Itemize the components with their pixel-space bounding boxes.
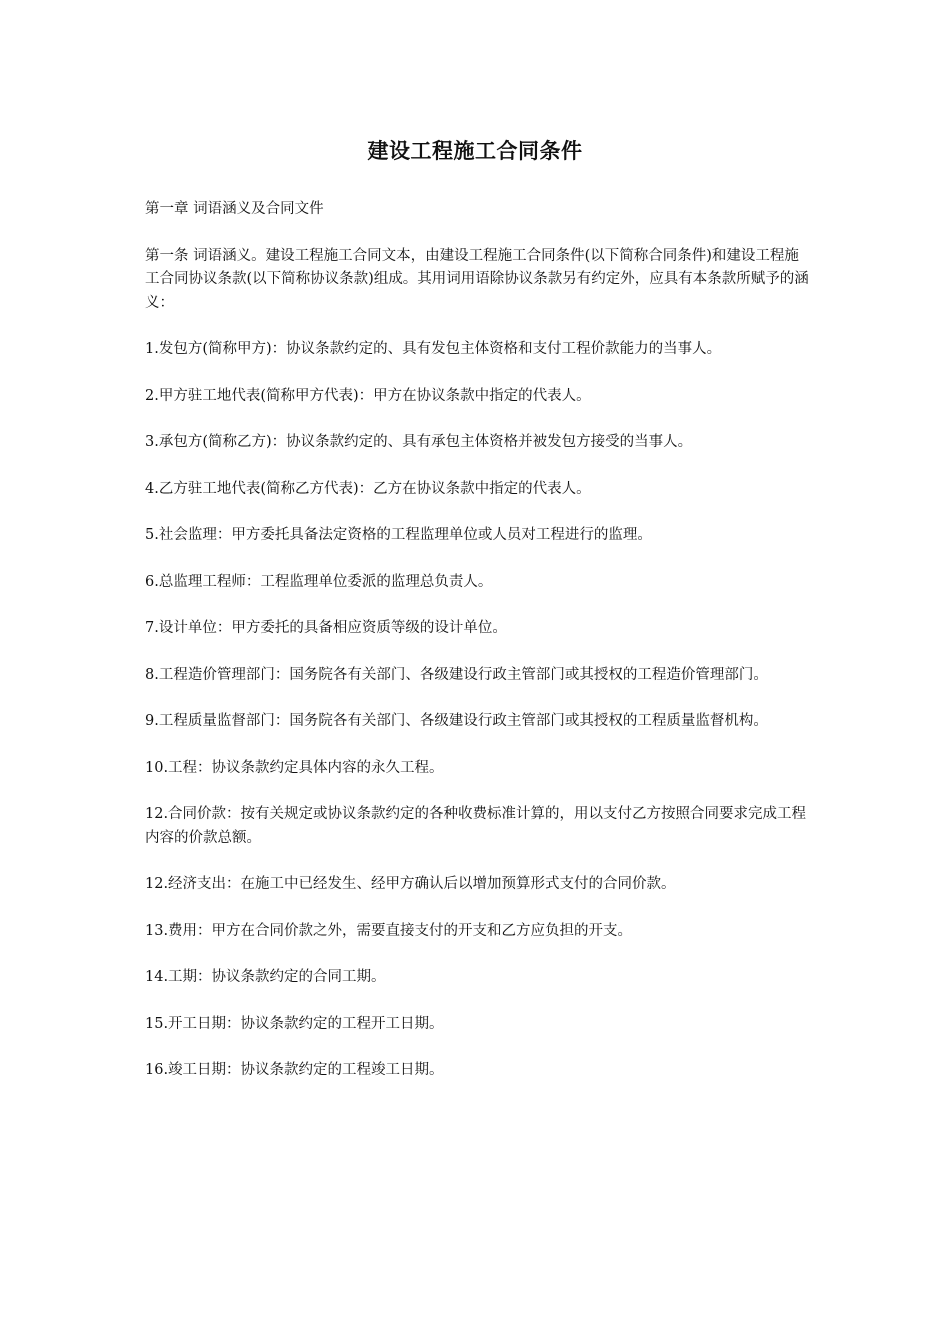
definition-item: 12.经济支出：在施工中已经发生、经甲方确认后以增加预算形式支付的合同价款。 [145,876,676,892]
definition-item: 4.乙方驻工地代表(简称乙方代表)：乙方在协议条款中指定的代表人。 [145,480,591,497]
definition-item: 8.工程造价管理部门：国务院各有关部门、各级建设行政主管部门或其授权的工程造价管理部门。 [145,666,768,683]
definition-item: 10.工程：协议条款约定具体内容的永久工程。 [145,759,444,776]
definition-item: 6.总监理工程师：工程监理单位委派的监理总负责人。 [145,573,493,590]
definition-item: 13.费用：甲方在合同价款之外，需要直接支付的开支和乙方应负担的开支。 [145,922,633,939]
definition-item: 16.竣工日期：协议条款约定的工程竣工日期。 [145,1062,444,1078]
definition-item: 15.开工日期：协议条款约定的工程开工日期。 [145,1015,444,1032]
definition-item: 9.工程质量监督部门：国务院各有关部门、各级建设行政主管部门或其授权的工程质量监督机构。 [145,713,768,729]
document-body [145,198,813,1106]
definition-item: 14.工期：协议条款约定的合同工期。 [145,969,386,985]
definition-item: 7.设计单位：甲方委托的具备相应资质等级的设计单位。 [145,620,507,636]
definition-item: 1.发包方(简称甲方)：协议条款约定的、具有发包主体资格和支付工程价款能力的当事人。 [145,341,722,357]
article-intro-paragraph: 第一条 词语涵义。建设工程施工合同文本，由建设工程施工合同条件(以下简称合同条件)和建设工程施工合同协议条款(以下简称协议条款)组成。其用词用语除协议条款另有约定外，应具有本条款所赋予的涵义： [145,247,809,311]
definition-item: 12.合同价款：按有关规定或协议条款约定的各种收费标准计算的，用以支付乙方按照合同要求完成工程内容的价款总额。 [145,806,807,846]
definition-item: 5.社会监理：甲方委托具备法定资格的工程监理单位或人员对工程进行的监理。 [145,527,652,543]
definition-item: 3.承包方(简称乙方)：协议条款约定的、具有承包主体资格并被发包方接受的当事人。 [145,434,693,450]
chapter-heading: 第一章 词语涵义及合同文件 [145,201,324,217]
definition-item: 2.甲方驻工地代表(简称甲方代表)：甲方在协议条款中指定的代表人。 [145,387,591,404]
document-title: 建设工程施工合同条件 [367,139,583,163]
